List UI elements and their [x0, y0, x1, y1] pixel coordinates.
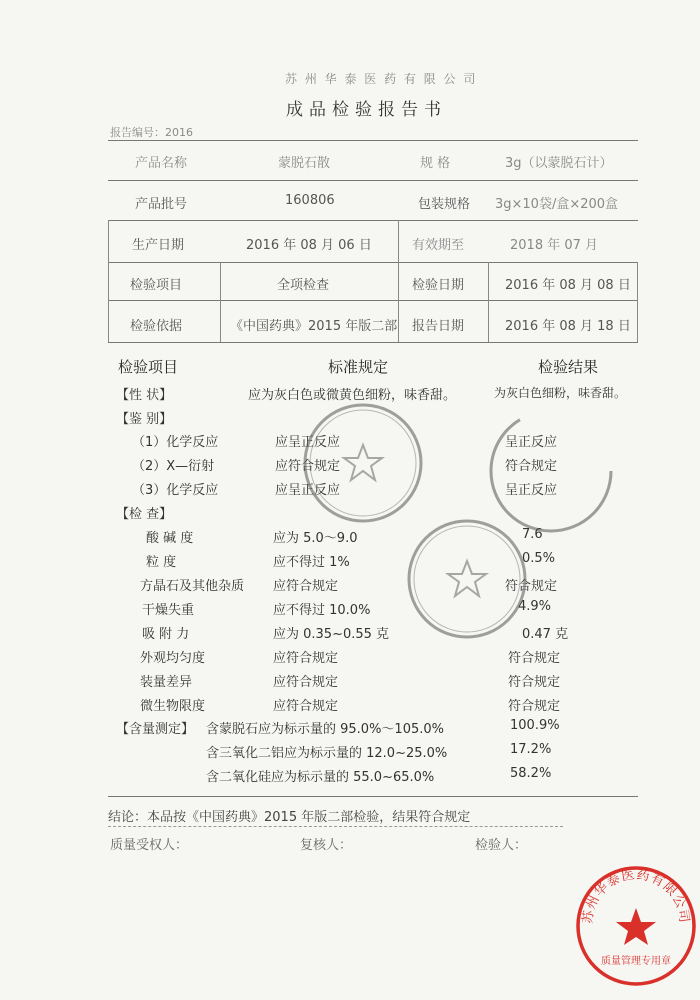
table-line [108, 180, 638, 181]
gray-seal-stamp [300, 400, 426, 526]
test-result: 符合规定 [505, 579, 558, 594]
basis-value: 《中国药典》2015 年版二部 [230, 319, 398, 334]
test-result: 为灰白色细粉，味香甜。 [494, 386, 627, 400]
table-line [488, 262, 489, 342]
test-standard: 应符合规定 [275, 459, 341, 474]
test-standard: 应符合规定 [273, 699, 339, 714]
test-result: 4.9% [518, 599, 552, 614]
mfg-date-value: 2016 年 08 月 06 日 [246, 238, 372, 253]
divider [108, 826, 563, 827]
test-item: 微生物限度 [140, 699, 206, 714]
test-result: 符合规定 [508, 699, 561, 714]
test-standard: 应为灰白色或微黄色细粉，味香甜。 [248, 388, 457, 403]
table-line [108, 220, 638, 221]
test-result: 100.9% [510, 718, 560, 733]
product-name-value: 蒙脱石散 [278, 156, 331, 171]
test-standard: 应符合规定 [273, 675, 339, 690]
test-item: （2）X—衍射 [132, 459, 215, 474]
test-result: 符合规定 [505, 459, 558, 474]
test-item: 粒 度 [146, 555, 177, 570]
batch-value: 160806 [285, 193, 335, 208]
test-result: 7.6 [522, 527, 543, 542]
table-line [108, 342, 638, 343]
product-name-label: 产品名称 [135, 156, 188, 171]
quality-seal-stamp [572, 862, 700, 990]
column-header-standard: 标准规定 [328, 358, 389, 376]
table-line [108, 300, 638, 301]
test-item: 【性 状】 [116, 388, 173, 403]
table-line [398, 220, 399, 342]
test-item: 方晶石及其他杂质 [140, 579, 245, 594]
spec-label: 规 格 [420, 156, 451, 171]
batch-label: 产品批号 [135, 197, 188, 212]
check-date-label: 检验日期 [412, 278, 465, 293]
check-date-value: 2016 年 08 月 08 日 [505, 278, 631, 293]
report-number: 报告编号：2016 [110, 126, 193, 139]
test-result: 符合规定 [508, 675, 561, 690]
test-result: 呈正反应 [505, 483, 558, 498]
test-result: 17.2% [510, 742, 552, 757]
test-item: 装量差异 [140, 675, 193, 690]
test-standard: 应为 5.0～9.0 [273, 531, 358, 546]
test-item: 干燥失重 [142, 603, 195, 618]
basis-label: 检验依据 [130, 319, 183, 334]
test-standard: 应符合规定 [273, 651, 339, 666]
item-label: 检验项目 [130, 278, 183, 293]
expiry-label: 有效期至 [412, 238, 465, 253]
table-line [220, 262, 221, 342]
expiry-value: 2018 年 07 月 [510, 238, 599, 253]
test-item: 酸 碱 度 [146, 531, 194, 546]
test-result: 0.47 克 [522, 627, 569, 642]
report-date-value: 2016 年 08 月 18 日 [505, 319, 631, 334]
item-value: 全项检查 [277, 278, 330, 293]
spec-value: 3g（以蒙脱石计） [505, 156, 613, 171]
test-item: （1）化学反应 [132, 435, 219, 450]
stamp-text: 苏州华泰医药有限公司 [580, 867, 692, 925]
test-standard: 应不得过 10.0% [273, 603, 371, 618]
test-standard: 应符合规定 [273, 579, 339, 594]
test-item: （3）化学反应 [132, 483, 219, 498]
gray-seal-stamp [485, 405, 617, 537]
column-header-result: 检验结果 [538, 358, 599, 376]
divider [108, 796, 638, 797]
table-line [637, 262, 638, 342]
test-item: 【检 查】 [116, 507, 173, 522]
test-result: 58.2% [510, 766, 552, 781]
conclusion: 结论：本品按《中国药典》2015 年版二部检验，结果符合规定 [108, 810, 471, 825]
signature-reviewer: 复核人： [300, 838, 353, 853]
test-result: 符合规定 [508, 651, 561, 666]
report-title: 成品检验报告书 [286, 100, 447, 120]
column-header-item: 检验项目 [118, 358, 179, 376]
table-line [108, 140, 638, 141]
test-item: 外观均匀度 [140, 651, 206, 666]
mfg-date-label: 生产日期 [132, 238, 185, 253]
test-item: 【鉴 别】 [116, 412, 173, 427]
test-standard: 应呈正反应 [275, 435, 341, 450]
company-header-smudge: 苏 州 华 泰 医 药 有 限 公 司 [285, 72, 478, 86]
table-line [108, 220, 109, 342]
report-date-label: 报告日期 [412, 319, 465, 334]
test-item: 【含量测定】 [116, 722, 195, 737]
signature-inspector: 检验人： [475, 838, 528, 853]
table-line [108, 262, 638, 263]
test-standard: 含二氧化硅应为标示量的 55.0~65.0% [206, 770, 435, 785]
signature-qa: 质量受权人： [110, 838, 189, 853]
test-standard: 应为 0.35~0.55 克 [273, 627, 390, 642]
test-result: 0.5% [522, 551, 556, 566]
test-result: 呈正反应 [505, 435, 558, 450]
test-standard: 应不得过 1% [273, 555, 350, 570]
package-value: 3g×10袋/盒×200盒 [495, 197, 619, 212]
test-standard: 应呈正反应 [275, 483, 341, 498]
package-label: 包装规格 [418, 197, 471, 212]
stamp-subtext: 质量管理专用章 [601, 956, 671, 967]
test-standard: 含蒙脱石应为标示量的 95.0%～105.0% [206, 722, 444, 737]
test-standard: 含三氧化二铝应为标示量的 12.0~25.0% [206, 746, 448, 761]
test-item: 吸 附 力 [142, 627, 190, 642]
